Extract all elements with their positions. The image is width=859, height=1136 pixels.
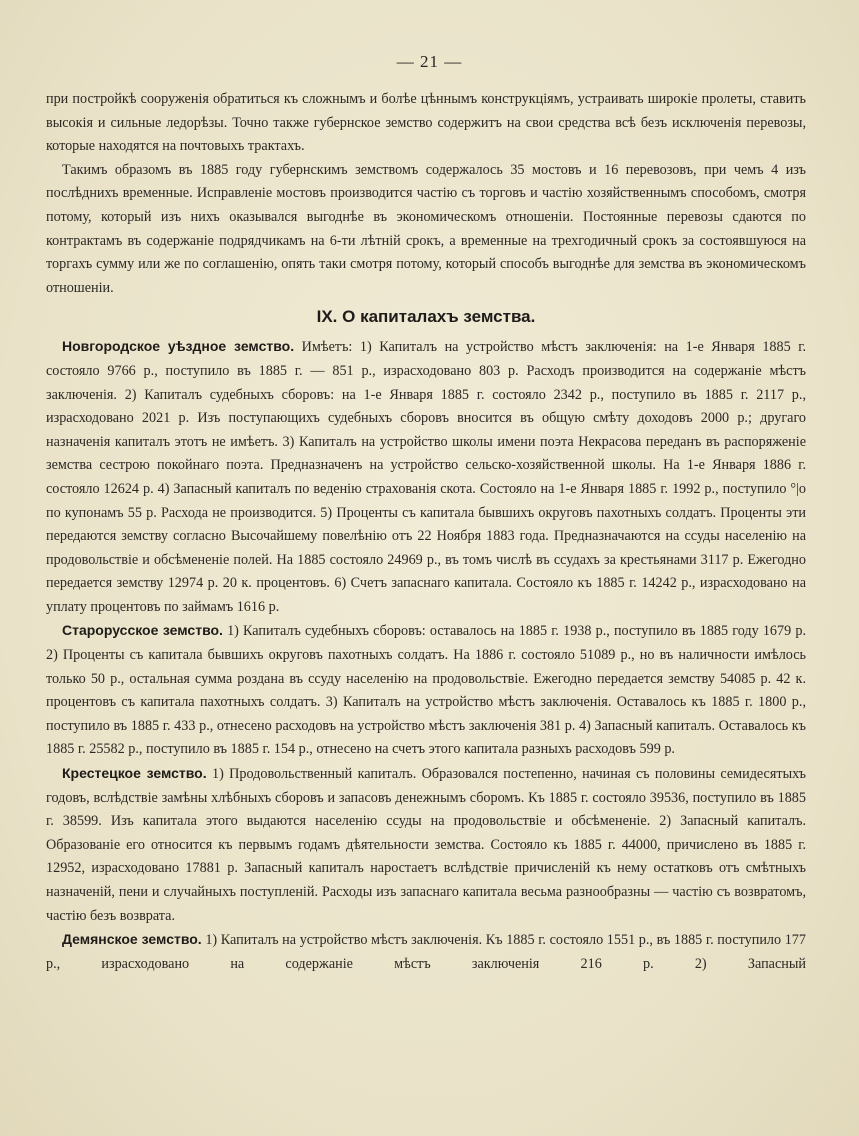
zemstvo-text-starorusskoe: 1) Капиталъ судебныхъ сборовъ: оставалось на 1885 г. 1938 р., поступило въ 1885 году 1679 р. 2) Проценты съ капитала бывшихъ округовъ пахотныхъ солдатъ. На 1886 г. состояло 51089 р., но въ наличности имѣлось только 50 р., остальная сумма роздана въ ссуду населенію на продовольствіе. Ежегодно передается земству 54085 р. 42 к. процентовъ съ капитала пахотныхъ солдатъ. 3) Капиталъ на устройство мѣстъ заключенія. Оставалось къ 1885 г. 1800 р., поступило въ 1885 г. 433 р., отнесено расходовъ на устройство мѣстъ заключенія 381 р. 4) Запасный капиталъ. Оставалось къ 1885 г. 25582 р., поступило въ 1885 г. 154 р., отнесено на счетъ этого капитала разныхъ расходовъ 599 р. xyxy=(46,623,806,758)
paragraph-bridges-summary: Такимъ образомъ въ 1885 году губернскимъ земствомъ содержалось 35 мостовъ и 16 перевозовъ, при чемъ 4 изъ послѣднихъ временные. Исправленіе мостовъ производится частію съ торговъ и частію хозяйственнымъ способомъ, смотря потому, который изъ нихъ оказывался выгоднѣе въ экономическомъ отношеніи. Постоянные перевозы сдаются по контрактамъ въ содержаніе подрядчикамъ на 6-ти лѣтній срокъ, а временные на трехгодичный срокъ за состоявшуюся на торгахъ сумму или же по соглашенію, опять таки смотря потому, который способъ выгоднѣе для земства въ экономическомъ отношеніи. xyxy=(46,161,806,296)
page-number: — 21 — xyxy=(396,52,463,71)
zemstvo-text-krestetskoe: 1) Продовольственный капиталъ. Образовался постепенно, начиная съ половины семидесятыхъ годовъ, вслѣдствіе замѣны хлѣбныхъ сборовъ и запасовъ денежнымъ сборомъ. Къ 1885 г. состояло 39536, поступило въ 1885 г. 38599. Изъ капитала этого выдаются населенію ссуды на продовольствіе и обсѣмененіе. 2) Запасный капиталъ. Образованіе его относится къ первымъ годамъ дѣятельности земства. Состояло къ 1885 г. 44000, причислено въ 1885 г. 12952, израсходовано 17881 р. Запасный капиталъ наростаетъ вслѣдствіе причисленій къ нему остатковъ отъ смѣтныхъ назначеній, пени и случайныхъ поступленій. Расходы изъ запаснаго капитала весьма разнообразны — частію съ возвратомъ, частію безъ возврата. xyxy=(46,766,807,924)
zemstvo-name-krestetskoe: Крестецкое земство. xyxy=(62,765,207,782)
zemstvo-text-demyanskoe: 1) Капиталъ на устройство мѣстъ заключенія. Къ 1885 г. состояло 1551 р., въ 1885 г. поступило 177 р., израсходовано на содержаніе мѣстъ заключенія 216 р. 2) Запасный xyxy=(46,932,806,972)
page-body xyxy=(46,88,806,976)
zemstvo-text-novgorod: Имѣетъ: 1) Капиталъ на устройство мѣстъ заключенія: на 1-е Января 1885 г. состояло 9766 р., поступило въ 1885 г. — 851 р., израсходовано 803 р. Расходъ производится на содержаніе мѣстъ заключенія. 2) Капиталъ судебныхъ сборовъ: на 1-е Января 1885 г. состояло 2342 р., поступило въ 1885 г. 2117 р., израсходовано 2021 р. Изъ поступающихъ судебныхъ сборовъ вносится въ общую смѣту доходовъ 2000 р.; другаго назначенія капиталъ этотъ не имѣетъ. 3) Капиталъ на устройство школы имени поэта Некрасова переданъ въ распоряженіе земства сестрою покойнаго поэта. Предназначенъ на устройство сельско-хозяйственной школы. На 1-е Января 1886 г. состояло 12624 р. 4) Запасный капиталъ по веденію страхованія скота. Состояло на 1-е Января 1885 г. 1992 р., поступило °|о по купонамъ 55 р. Расхода не производится. 5) Проценты съ капитала бывшихъ округовъ пахотныхъ солдатъ. Проценты эти передаются земству согласно Высочайшему повелѣнію отъ 22 Ноября 1883 года. Предназначаются на ссуды населенію на продовольствіе и обсѣмененіе полей. На 1885 состояло 24969 р., въ томъ числѣ въ ссудахъ за крестьянами 3117 р. Ежегодно передается земству 12974 р. 20 к. процентовъ. 6) Счетъ запаснаго капитала. Состояло къ 1885 г. 14242 р., израсходовано на уплату процентовъ по займамъ 1616 р. xyxy=(46,339,806,615)
paragraph-krestetskoe-zemstvo xyxy=(46,762,806,928)
paragraph-demyanskoe-zemstvo xyxy=(46,928,806,976)
paragraph-novgorod-zemstvo xyxy=(46,335,806,619)
paragraph-starorusskoe-zemstvo xyxy=(46,619,806,762)
zemstvo-name-novgorod: Новгородское уѣздное земство. xyxy=(62,338,295,355)
zemstvo-name-demyanskoe: Демянское земство. xyxy=(62,931,202,948)
paragraph-bridges-continuation: при постройкѣ сооруженія обратиться къ сложнымъ и болѣе цѣннымъ конструкціямъ, устраивать широкіе пролеты, ставить высокія и сильные ледорѣзы. Точно также губернское земство содержитъ на свои средства всѣ безъ исключенія перевозы, которые находятся на почтовыхъ трактахъ. xyxy=(46,91,806,155)
zemstvo-name-starorusskoe: Старорусское земство. xyxy=(62,622,223,639)
section-heading: IX. О капиталахъ земства. xyxy=(316,307,536,327)
